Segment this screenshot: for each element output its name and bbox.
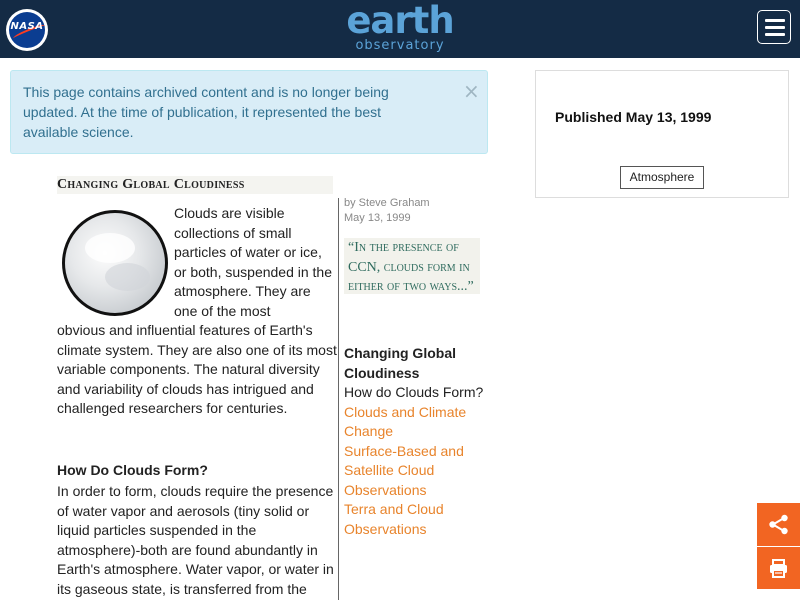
cloud-shadow [105, 263, 150, 291]
toc-link-clouds-and-climate[interactable]: Clouds and Climate Change [344, 403, 467, 439]
byline [344, 196, 430, 226]
byline-date: May 13, 1999 [344, 212, 411, 224]
pull-quote: “In the presence of CCN, clouds form in either of two ways...” [344, 238, 480, 294]
brand-earth: earth [346, 0, 454, 42]
toc-item-how-clouds-form: How do Clouds Form? [344, 384, 484, 400]
paragraph-how-clouds-form: In order to form, clouds require the presence of water vapor and aerosols (tiny solid or liquid particles suspended in the atmosphere)-both are found abundantly in Earth's atmosphere. Water vapor, or water in its gaseous state, is transferred from the [57, 483, 334, 597]
nasa-logo[interactable] [6, 9, 48, 51]
hamburger-icon-bar [765, 26, 785, 29]
print-icon [768, 558, 789, 579]
paragraph-intro-wrap: Clouds are visible collections of small particles of water or ice, or both, suspended in the atmosphere. They are one of the most [174, 205, 333, 319]
archive-alert-message: This page contains archived content and is no longer being updated. At the time of publication, it represented the best available science. [23, 84, 389, 140]
published-date: Published May 13, 1999 [555, 109, 712, 125]
author: by Steve Graham [344, 197, 430, 209]
alert-close-icon[interactable]: × [463, 79, 480, 103]
hamburger-menu-button[interactable] [757, 10, 791, 44]
article-toc [344, 344, 484, 539]
site-header [0, 0, 800, 58]
hamburger-icon-bar [765, 19, 785, 22]
cloud-image [62, 210, 168, 316]
section-heading: How Do Clouds Form? [57, 462, 208, 478]
toc-item-current: Changing Global Cloudiness [344, 345, 456, 381]
publication-panel [535, 70, 789, 198]
toc-link-terra[interactable]: Terra and Cloud Observations [344, 501, 444, 537]
article-title: Changing Global Cloudiness [57, 176, 333, 194]
topic-tag-atmosphere[interactable]: Atmosphere [620, 166, 704, 189]
print-button[interactable] [757, 546, 800, 589]
nasa-logo-text: NASA [10, 21, 44, 32]
archive-alert [10, 70, 488, 154]
hamburger-icon-bar [765, 33, 785, 36]
cloud-puff [85, 233, 135, 263]
share-icon [768, 514, 789, 535]
toc-link-cloud-observations[interactable]: Surface-Based and Satellite Cloud Observations [344, 442, 464, 498]
earth-observatory-logo[interactable] [340, 2, 460, 52]
paragraph-intro-rest: obvious and influential features of Earth's climate system. They are also one of its most variable components. The natural diversity and variability of clouds has intrigued and challenged researchers for centuries. [57, 322, 337, 416]
brand-observatory: observatory [355, 38, 445, 53]
share-button[interactable] [757, 503, 800, 546]
sidebar-divider [338, 198, 339, 600]
